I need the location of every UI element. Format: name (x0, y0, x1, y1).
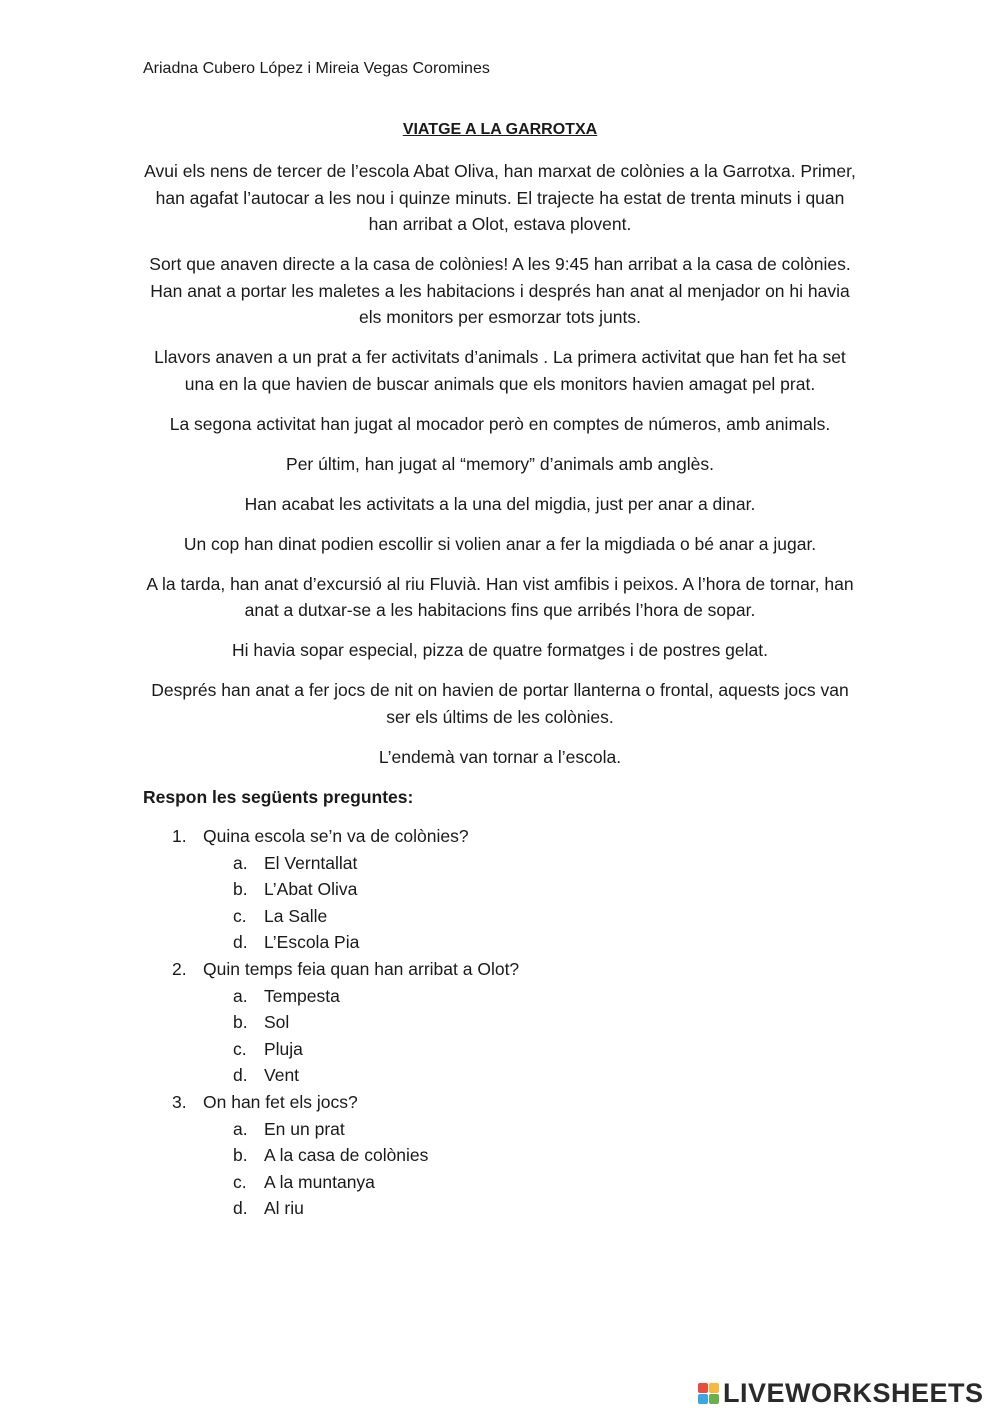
option-text: Al riu (264, 1198, 304, 1219)
option-text: Vent (264, 1065, 300, 1086)
option-text: Sol (264, 1012, 290, 1033)
logo-text: LIVEWORKSHEETS (723, 1378, 984, 1408)
questions-heading: Respon les següents preguntes: (143, 787, 414, 807)
option-text: L’Abat Oliva (264, 879, 358, 900)
option-letter: a. (233, 1118, 248, 1139)
story-paragraph: La segona activitat han jugat al mocador però en comptes de números, amb animals. (169, 413, 831, 434)
question-item (0, 823, 1000, 850)
option-letter: d. (233, 932, 248, 953)
option-letter: b. (233, 879, 248, 900)
answer-option[interactable] (0, 929, 1000, 956)
story-paragraph: L’endemà van tornar a l’escola. (378, 746, 622, 767)
question-text: Quina escola se’n va de colònies? (203, 826, 469, 846)
page-title: VIATGE A LA GARROTXA (402, 121, 598, 138)
liveworksheets-logo-icon (698, 1383, 719, 1404)
option-letter: d. (233, 1198, 248, 1219)
answer-option[interactable] (0, 1116, 1000, 1143)
story-paragraph: Sort que anaven directe a la casa de colònies! A les 9:45 han arribat a la casa de colònies. Han anat a portar les maletes a les habitacions i després han anat al menjador on hi havia els monitors per esmorzar tots junts. (149, 254, 851, 327)
question-number: 3. (172, 1091, 187, 1112)
answer-option[interactable] (0, 1009, 1000, 1036)
story-text (140, 158, 860, 784)
answer-option[interactable] (0, 1062, 1000, 1089)
author-line: Ariadna Cubero López i Mireia Vegas Coromines (143, 60, 490, 77)
option-letter: c. (233, 1038, 247, 1059)
option-text: El Verntallat (264, 852, 358, 873)
answer-option[interactable] (0, 1195, 1000, 1222)
story-paragraph: Un cop han dinat podien escollir si volien anar a fer la migdiada o bé anar a jugar. (183, 533, 817, 554)
question-text: On han fet els jocs? (203, 1091, 358, 1112)
option-text: Tempesta (264, 985, 340, 1006)
logo-square (698, 1383, 708, 1393)
story-paragraph: Llavors anaven a un prat a fer activitats d’animals . La primera activitat que han fet ha set una en la que havien de buscar animals que els monitors havien amagat pel prat. (154, 347, 846, 394)
story-paragraph: Avui els nens de tercer de l’escola Abat Oliva, han marxat de colònies a la Garrotxa. Primer, han agafat l’autocar a les nou i quinze minuts. El trajecte ha estat de trenta minuts i quan han arribat a Olot, estava plovent. (144, 161, 856, 234)
option-letter: c. (233, 1171, 247, 1192)
logo-square (709, 1394, 719, 1404)
option-letter: a. (233, 852, 248, 873)
option-text: Pluja (264, 1038, 303, 1059)
option-text: A la muntanya (264, 1171, 375, 1192)
question-number: 1. (172, 826, 187, 846)
question-text: Quin temps feia quan han arribat a Olot? (203, 958, 520, 979)
story-paragraph: A la tarda, han anat d’excursió al riu Fluvià. Han vist amfibis i peixos. A l’hora de tornar, han anat a dutxar-se a les habitacions fins que arribés l’hora de sopar. (146, 573, 854, 620)
answer-option[interactable] (0, 983, 1000, 1010)
answer-option[interactable] (0, 1036, 1000, 1063)
option-text: La Salle (264, 905, 328, 926)
answer-option[interactable] (0, 903, 1000, 930)
question-item (0, 1089, 1000, 1116)
option-text: En un prat (264, 1118, 345, 1139)
option-letter: a. (233, 985, 248, 1006)
logo-square (698, 1394, 708, 1404)
question-item (0, 956, 1000, 983)
story-paragraph: Després han anat a fer jocs de nit on havien de portar llanterna o frontal, aquests jocs van ser els últims de les colònies. (151, 680, 849, 727)
story-paragraph: Per últim, han jugat al “memory” d’animals amb anglès. (286, 453, 714, 474)
story-paragraph: Han acabat les activitats a la una del migdia, just per anar a dinar. (244, 493, 756, 514)
answer-option[interactable] (0, 1169, 1000, 1196)
option-letter: b. (233, 1145, 248, 1166)
option-text: A la casa de colònies (264, 1145, 429, 1166)
answer-option[interactable] (0, 876, 1000, 903)
questions-list (0, 823, 1000, 1222)
liveworksheets-logo (698, 1378, 984, 1409)
logo-square (709, 1383, 719, 1393)
answer-option[interactable] (0, 850, 1000, 877)
option-text: L’Escola Pia (264, 932, 360, 953)
option-letter: c. (233, 905, 247, 926)
answer-option[interactable] (0, 1142, 1000, 1169)
story-paragraph: Hi havia sopar especial, pizza de quatre formatges i de postres gelat. (232, 640, 768, 660)
option-letter: d. (233, 1065, 248, 1086)
option-letter: b. (233, 1012, 248, 1033)
question-number: 2. (172, 958, 187, 979)
